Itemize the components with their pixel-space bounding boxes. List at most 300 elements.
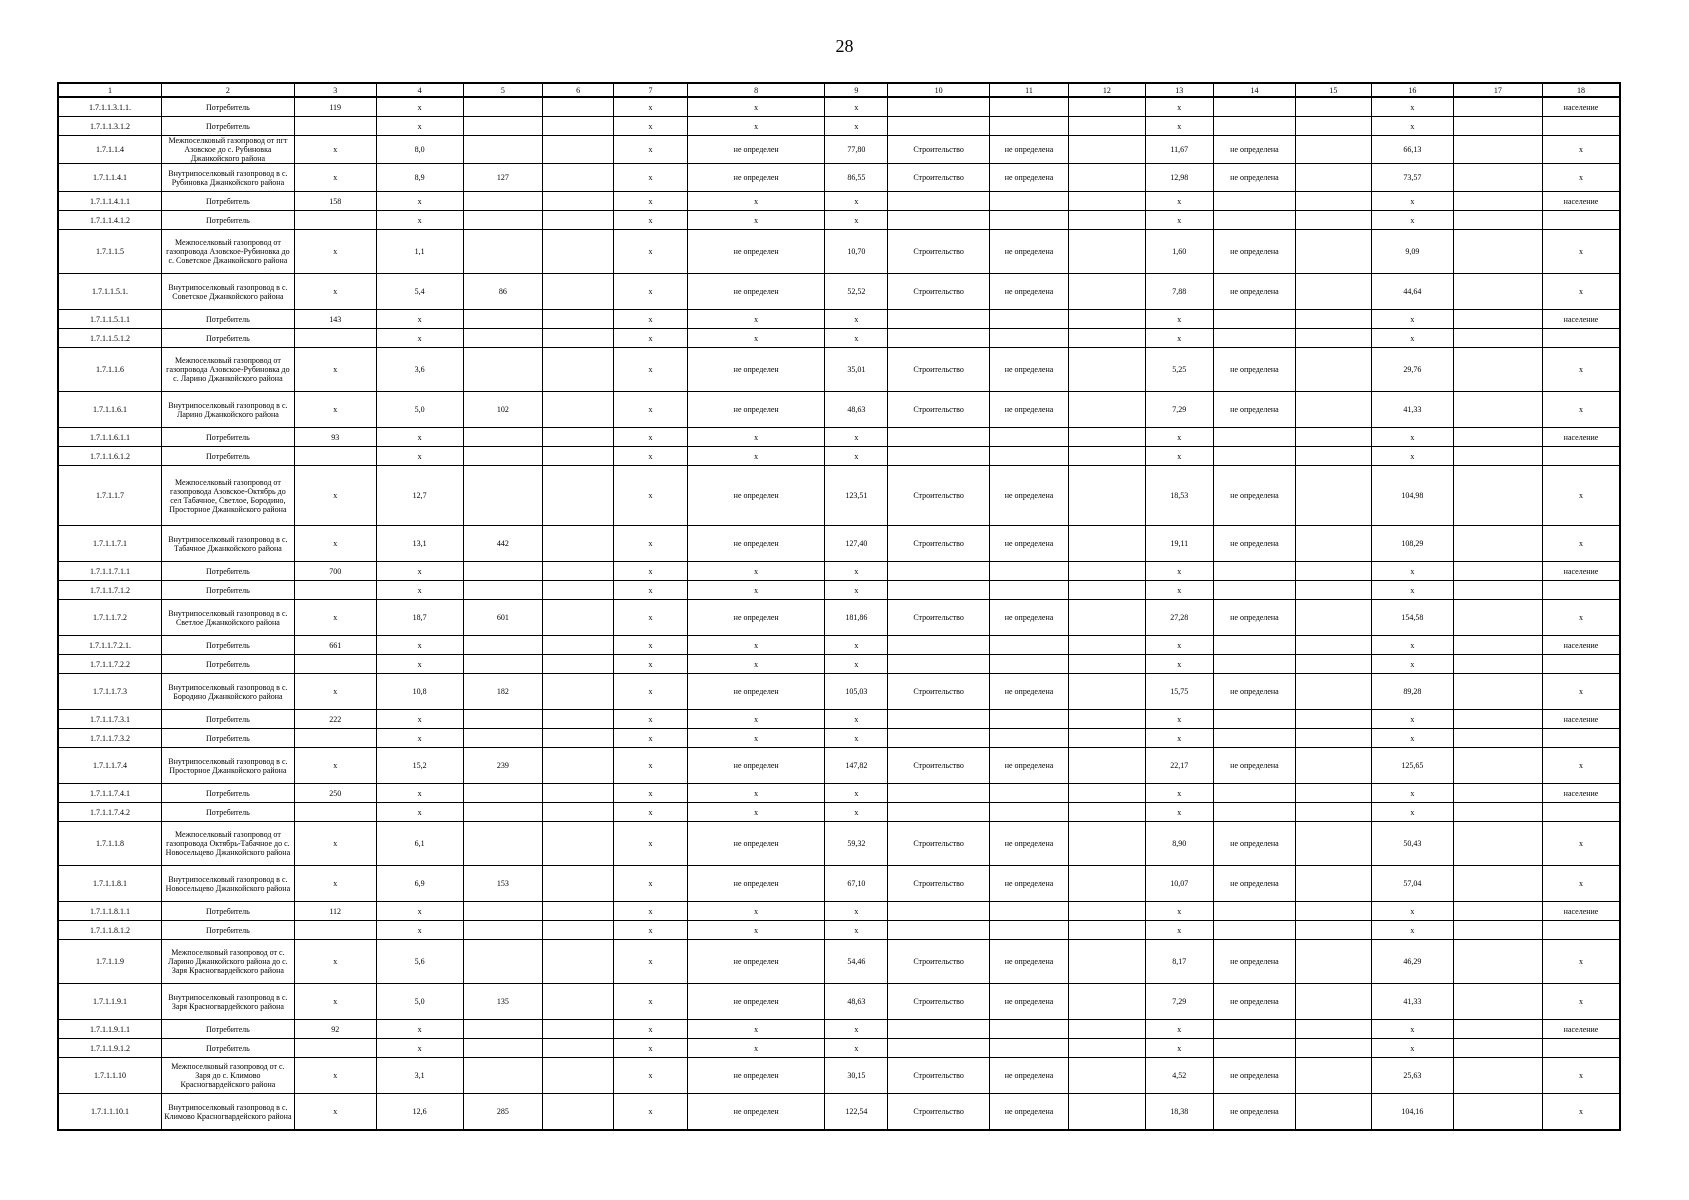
table-cell: 8,17 — [1145, 940, 1214, 984]
table-cell: Строительство — [888, 866, 989, 902]
table-cell: x — [376, 1039, 463, 1058]
table-cell: не определена — [989, 274, 1069, 310]
table-cell: население — [1543, 310, 1620, 329]
row-code-cell: 1.7.1.1.5.1.2 — [58, 329, 161, 348]
table-cell — [1453, 1094, 1542, 1131]
table-cell: 112 — [294, 902, 376, 921]
table-cell: не определен — [688, 748, 825, 784]
table-cell: x — [613, 211, 687, 230]
table-cell — [1295, 1020, 1371, 1039]
table-cell — [1214, 729, 1296, 748]
page-number: 28 — [835, 36, 854, 56]
table-cell: x — [613, 784, 687, 803]
table-cell — [1295, 940, 1371, 984]
row-code-cell: 1.7.1.1.10 — [58, 1058, 161, 1094]
table-cell — [1069, 729, 1145, 748]
table-cell: x — [825, 902, 888, 921]
table-cell — [1453, 274, 1542, 310]
table-cell — [1295, 562, 1371, 581]
table-cell — [1453, 1058, 1542, 1094]
table-cell — [543, 310, 614, 329]
table-cell: x — [613, 97, 687, 117]
table-cell: x — [1372, 428, 1454, 447]
table-cell — [463, 1020, 543, 1039]
table-cell — [294, 447, 376, 466]
row-code-cell: 1.7.1.1.5.1. — [58, 274, 161, 310]
table-cell: x — [294, 822, 376, 866]
table-cell — [1295, 729, 1371, 748]
table-cell — [1543, 1039, 1620, 1058]
table-cell: 601 — [463, 600, 543, 636]
table-cell — [1453, 984, 1542, 1020]
row-code-cell: 1.7.1.1.7.3.1 — [58, 710, 161, 729]
table-cell: x — [1543, 940, 1620, 984]
table-cell — [294, 581, 376, 600]
table-cell: 50,43 — [1372, 822, 1454, 866]
column-header: 16 — [1372, 83, 1454, 97]
table-cell: 8,9 — [376, 164, 463, 192]
table-cell: 41,33 — [1372, 392, 1454, 428]
table-cell: x — [376, 310, 463, 329]
table-cell: x — [825, 329, 888, 348]
table-cell: x — [1372, 97, 1454, 117]
table-cell — [543, 600, 614, 636]
table-cell: x — [1145, 581, 1214, 600]
table-cell: x — [376, 211, 463, 230]
row-name-cell: Потребитель — [161, 784, 294, 803]
table-cell — [1543, 117, 1620, 136]
table-cell — [1453, 329, 1542, 348]
table-cell: 48,63 — [825, 984, 888, 1020]
row-code-cell: 1.7.1.1.7.1 — [58, 526, 161, 562]
row-code-cell: 1.7.1.1.9.1.2 — [58, 1039, 161, 1058]
table-cell: x — [376, 447, 463, 466]
table-row — [58, 674, 1620, 710]
table-cell: не определена — [1214, 940, 1296, 984]
table-cell: x — [1543, 136, 1620, 164]
table-cell — [463, 329, 543, 348]
table-cell — [543, 274, 614, 310]
table-cell: 12,7 — [376, 466, 463, 526]
table-cell: x — [1372, 636, 1454, 655]
table-cell — [294, 211, 376, 230]
table-row — [58, 192, 1620, 211]
table-cell — [1214, 636, 1296, 655]
table-cell — [543, 784, 614, 803]
table-cell — [543, 803, 614, 822]
table-cell: x — [613, 310, 687, 329]
column-header: 11 — [989, 83, 1069, 97]
table-cell — [1214, 784, 1296, 803]
table-cell — [463, 710, 543, 729]
table-cell — [989, 921, 1069, 940]
table-cell — [888, 447, 989, 466]
table-row — [58, 274, 1620, 310]
table-cell: x — [1372, 803, 1454, 822]
table-cell: 15,2 — [376, 748, 463, 784]
table-cell: 7,88 — [1145, 274, 1214, 310]
table-cell — [989, 1020, 1069, 1039]
table-cell — [1453, 392, 1542, 428]
table-cell — [543, 822, 614, 866]
table-cell: не определена — [989, 674, 1069, 710]
table-cell — [989, 784, 1069, 803]
table-cell: 35,01 — [825, 348, 888, 392]
table-cell: 108,29 — [1372, 526, 1454, 562]
table-cell: x — [1543, 674, 1620, 710]
table-cell — [1295, 710, 1371, 729]
table-cell: 15,75 — [1145, 674, 1214, 710]
table-cell: x — [376, 581, 463, 600]
row-name-cell: Внутрипоселковый газопровод в с. Ларино Джанкойского района — [161, 392, 294, 428]
table-row — [58, 581, 1620, 600]
table-cell: x — [688, 921, 825, 940]
table-cell: не определена — [989, 466, 1069, 526]
row-code-cell: 1.7.1.1.7 — [58, 466, 161, 526]
table-cell — [1543, 803, 1620, 822]
table-cell — [989, 902, 1069, 921]
table-cell: 13,1 — [376, 526, 463, 562]
table-cell: x — [613, 803, 687, 822]
table-cell — [543, 466, 614, 526]
table-cell — [543, 329, 614, 348]
column-header: 18 — [1543, 83, 1620, 97]
table-cell: x — [613, 117, 687, 136]
table-cell: 5,6 — [376, 940, 463, 984]
table-cell — [543, 636, 614, 655]
table-cell: 46,29 — [1372, 940, 1454, 984]
table-cell: x — [294, 274, 376, 310]
table-cell: 222 — [294, 710, 376, 729]
table-row — [58, 655, 1620, 674]
table-cell — [1295, 211, 1371, 230]
table-cell: x — [688, 117, 825, 136]
table-cell — [1453, 902, 1542, 921]
table-cell — [1453, 97, 1542, 117]
table-cell: x — [1372, 655, 1454, 674]
table-cell: не определена — [1214, 748, 1296, 784]
table-cell: x — [376, 97, 463, 117]
table-cell: 3,1 — [376, 1058, 463, 1094]
table-cell: x — [613, 674, 687, 710]
table-cell: x — [613, 466, 687, 526]
table-cell — [1295, 117, 1371, 136]
table-cell: 122,54 — [825, 1094, 888, 1131]
table-cell — [1214, 211, 1296, 230]
table-body — [58, 97, 1620, 1130]
table-cell: x — [1372, 562, 1454, 581]
table-cell: 125,65 — [1372, 748, 1454, 784]
table-cell — [543, 117, 614, 136]
table-cell: x — [1372, 710, 1454, 729]
table-cell — [1069, 164, 1145, 192]
table-cell: Строительство — [888, 136, 989, 164]
table-cell — [1453, 921, 1542, 940]
table-cell: не определена — [989, 526, 1069, 562]
table-cell — [1295, 310, 1371, 329]
table-cell: 22,17 — [1145, 748, 1214, 784]
table-cell — [1069, 526, 1145, 562]
table-cell: 6,9 — [376, 866, 463, 902]
table-row — [58, 710, 1620, 729]
table-cell — [463, 428, 543, 447]
table-cell: x — [376, 803, 463, 822]
table-cell: x — [825, 192, 888, 211]
table-cell — [463, 562, 543, 581]
table-cell — [543, 428, 614, 447]
table-row — [58, 803, 1620, 822]
table-cell: 1,60 — [1145, 230, 1214, 274]
row-code-cell: 1.7.1.1.4 — [58, 136, 161, 164]
row-name-cell: Потребитель — [161, 562, 294, 581]
table-cell: x — [376, 636, 463, 655]
table-cell: x — [294, 674, 376, 710]
table-cell — [294, 921, 376, 940]
table-cell: x — [376, 655, 463, 674]
column-header: 12 — [1069, 83, 1145, 97]
row-code-cell: 1.7.1.1.9 — [58, 940, 161, 984]
row-name-cell: Потребитель — [161, 310, 294, 329]
table-cell: x — [825, 784, 888, 803]
column-header: 1 — [58, 83, 161, 97]
table-cell — [463, 348, 543, 392]
table-cell — [1295, 1094, 1371, 1131]
table-cell — [888, 784, 989, 803]
row-name-cell: Потребитель — [161, 1020, 294, 1039]
row-name-cell: Внутрипоселковый газопровод в с. Светлое Джанкойского района — [161, 600, 294, 636]
table-cell — [1295, 447, 1371, 466]
table-cell — [1295, 803, 1371, 822]
table-cell: x — [613, 1058, 687, 1094]
table-cell — [1295, 274, 1371, 310]
table-cell — [1214, 921, 1296, 940]
table-cell — [463, 636, 543, 655]
table-cell — [543, 710, 614, 729]
table-cell: не определен — [688, 984, 825, 1020]
table-cell: 52,52 — [825, 274, 888, 310]
table-cell — [1453, 1020, 1542, 1039]
table-cell: 8,90 — [1145, 822, 1214, 866]
table-row — [58, 310, 1620, 329]
table-row — [58, 1020, 1620, 1039]
row-code-cell: 1.7.1.1.7.1.1 — [58, 562, 161, 581]
table-cell: население — [1543, 636, 1620, 655]
table-cell — [1453, 562, 1542, 581]
table-cell: население — [1543, 902, 1620, 921]
table-cell: x — [1145, 1039, 1214, 1058]
table-cell — [463, 940, 543, 984]
table-row — [58, 562, 1620, 581]
table-cell: x — [825, 655, 888, 674]
table-cell: не определена — [989, 1058, 1069, 1094]
table-cell — [1295, 97, 1371, 117]
table-cell: x — [825, 97, 888, 117]
table-cell: не определена — [989, 348, 1069, 392]
table-cell: x — [613, 921, 687, 940]
table-cell: 92 — [294, 1020, 376, 1039]
table-cell — [888, 1039, 989, 1058]
table-cell: не определена — [1214, 348, 1296, 392]
row-name-cell: Межпоселковый газопровод от пгт Азовское до с. Рубиновка Джанкойского района — [161, 136, 294, 164]
table-row — [58, 636, 1620, 655]
table-cell — [463, 822, 543, 866]
table-cell — [1069, 211, 1145, 230]
table-cell — [463, 97, 543, 117]
table-cell: население — [1543, 97, 1620, 117]
table-cell — [463, 230, 543, 274]
table-cell — [989, 329, 1069, 348]
table-cell: x — [1372, 1039, 1454, 1058]
table-cell: x — [1543, 1058, 1620, 1094]
row-name-cell: Межпоселковый газопровод от газопровода Октябрь-Табачное до с. Новосельцево Джанкойского района — [161, 822, 294, 866]
table-cell: x — [294, 1058, 376, 1094]
table-cell: x — [1543, 392, 1620, 428]
table-cell: x — [1372, 902, 1454, 921]
table-cell: x — [613, 748, 687, 784]
table-cell: 4,52 — [1145, 1058, 1214, 1094]
table-cell: 182 — [463, 674, 543, 710]
table-cell — [543, 392, 614, 428]
table-cell — [1453, 447, 1542, 466]
row-name-cell: Потребитель — [161, 655, 294, 674]
table-cell: x — [613, 866, 687, 902]
table-cell: x — [613, 600, 687, 636]
table-cell — [888, 192, 989, 211]
table-cell: не определен — [688, 392, 825, 428]
table-cell: 6,1 — [376, 822, 463, 866]
row-code-cell: 1.7.1.1.7.2.2 — [58, 655, 161, 674]
table-cell: x — [1145, 562, 1214, 581]
table-cell: не определена — [1214, 164, 1296, 192]
table-cell: x — [294, 164, 376, 192]
row-name-cell: Потребитель — [161, 97, 294, 117]
table-cell — [1069, 902, 1145, 921]
table-row — [58, 348, 1620, 392]
table-cell — [1295, 466, 1371, 526]
row-name-cell: Потребитель — [161, 902, 294, 921]
row-code-cell: 1.7.1.1.7.4.2 — [58, 803, 161, 822]
table-cell — [1069, 1058, 1145, 1094]
table-cell — [294, 117, 376, 136]
table-cell: не определен — [688, 822, 825, 866]
table-cell — [1453, 636, 1542, 655]
table-cell: Строительство — [888, 600, 989, 636]
row-code-cell: 1.7.1.1.10.1 — [58, 1094, 161, 1131]
table-row — [58, 729, 1620, 748]
table-cell: Строительство — [888, 822, 989, 866]
table-cell: 5,0 — [376, 984, 463, 1020]
row-code-cell: 1.7.1.1.6.1 — [58, 392, 161, 428]
table-cell — [1069, 940, 1145, 984]
table-cell — [543, 1058, 614, 1094]
table-cell: не определена — [1214, 466, 1296, 526]
table-cell: не определена — [1214, 984, 1296, 1020]
row-code-cell: 1.7.1.1.4.1 — [58, 164, 161, 192]
table-cell — [888, 729, 989, 748]
table-cell — [1069, 310, 1145, 329]
table-cell: население — [1543, 1020, 1620, 1039]
table-cell: Строительство — [888, 984, 989, 1020]
table-cell — [989, 729, 1069, 748]
table-cell: x — [376, 784, 463, 803]
table-cell: x — [688, 581, 825, 600]
table-cell — [1069, 136, 1145, 164]
table-cell: x — [688, 310, 825, 329]
table-cell — [543, 655, 614, 674]
table-cell: x — [688, 1020, 825, 1039]
table-cell: 11,67 — [1145, 136, 1214, 164]
row-code-cell: 1.7.1.1.7.2 — [58, 600, 161, 636]
table-cell — [989, 428, 1069, 447]
table-cell — [1295, 784, 1371, 803]
table-cell: x — [613, 581, 687, 600]
table-cell — [888, 710, 989, 729]
table-cell: x — [613, 230, 687, 274]
table-cell: 77,80 — [825, 136, 888, 164]
table-cell: 158 — [294, 192, 376, 211]
table-cell — [1069, 581, 1145, 600]
table-cell — [543, 1094, 614, 1131]
table-cell: x — [1543, 274, 1620, 310]
table-cell — [1214, 310, 1296, 329]
table-cell — [1295, 1058, 1371, 1094]
row-name-cell: Потребитель — [161, 921, 294, 940]
table-cell — [989, 1039, 1069, 1058]
table-cell: x — [825, 581, 888, 600]
table-cell: 86 — [463, 274, 543, 310]
table-cell — [1453, 211, 1542, 230]
table-cell — [543, 348, 614, 392]
table-cell — [1453, 729, 1542, 748]
table-cell: 700 — [294, 562, 376, 581]
table-cell: x — [1543, 164, 1620, 192]
row-code-cell: 1.7.1.1.9.1 — [58, 984, 161, 1020]
table-cell — [1069, 1094, 1145, 1131]
row-name-cell: Потребитель — [161, 117, 294, 136]
table-cell: Строительство — [888, 526, 989, 562]
table-row — [58, 466, 1620, 526]
table-cell: не определена — [1214, 392, 1296, 428]
row-code-cell: 1.7.1.1.5 — [58, 230, 161, 274]
table-cell: x — [1372, 447, 1454, 466]
table-cell: x — [613, 1094, 687, 1131]
column-header: 15 — [1295, 83, 1371, 97]
table-cell: 104,98 — [1372, 466, 1454, 526]
table-cell: x — [688, 1039, 825, 1058]
table-cell — [1069, 1039, 1145, 1058]
table-cell — [1214, 803, 1296, 822]
table-cell: 25,63 — [1372, 1058, 1454, 1094]
table-cell — [1069, 748, 1145, 784]
table-cell — [888, 310, 989, 329]
table-cell: Строительство — [888, 348, 989, 392]
table-cell — [463, 136, 543, 164]
table-cell: x — [825, 921, 888, 940]
table-cell — [1069, 710, 1145, 729]
table-cell: x — [294, 348, 376, 392]
table-cell — [1069, 784, 1145, 803]
table-cell: x — [613, 164, 687, 192]
table-row — [58, 526, 1620, 562]
table-cell — [888, 636, 989, 655]
row-code-cell: 1.7.1.1.8 — [58, 822, 161, 866]
table-cell — [1069, 866, 1145, 902]
column-header: 3 — [294, 83, 376, 97]
row-name-cell: Внутрипоселковый газопровод в с. Климово Красногвардейского района — [161, 1094, 294, 1131]
table-cell: x — [1145, 636, 1214, 655]
table-cell: x — [1145, 97, 1214, 117]
column-header: 7 — [613, 83, 687, 97]
